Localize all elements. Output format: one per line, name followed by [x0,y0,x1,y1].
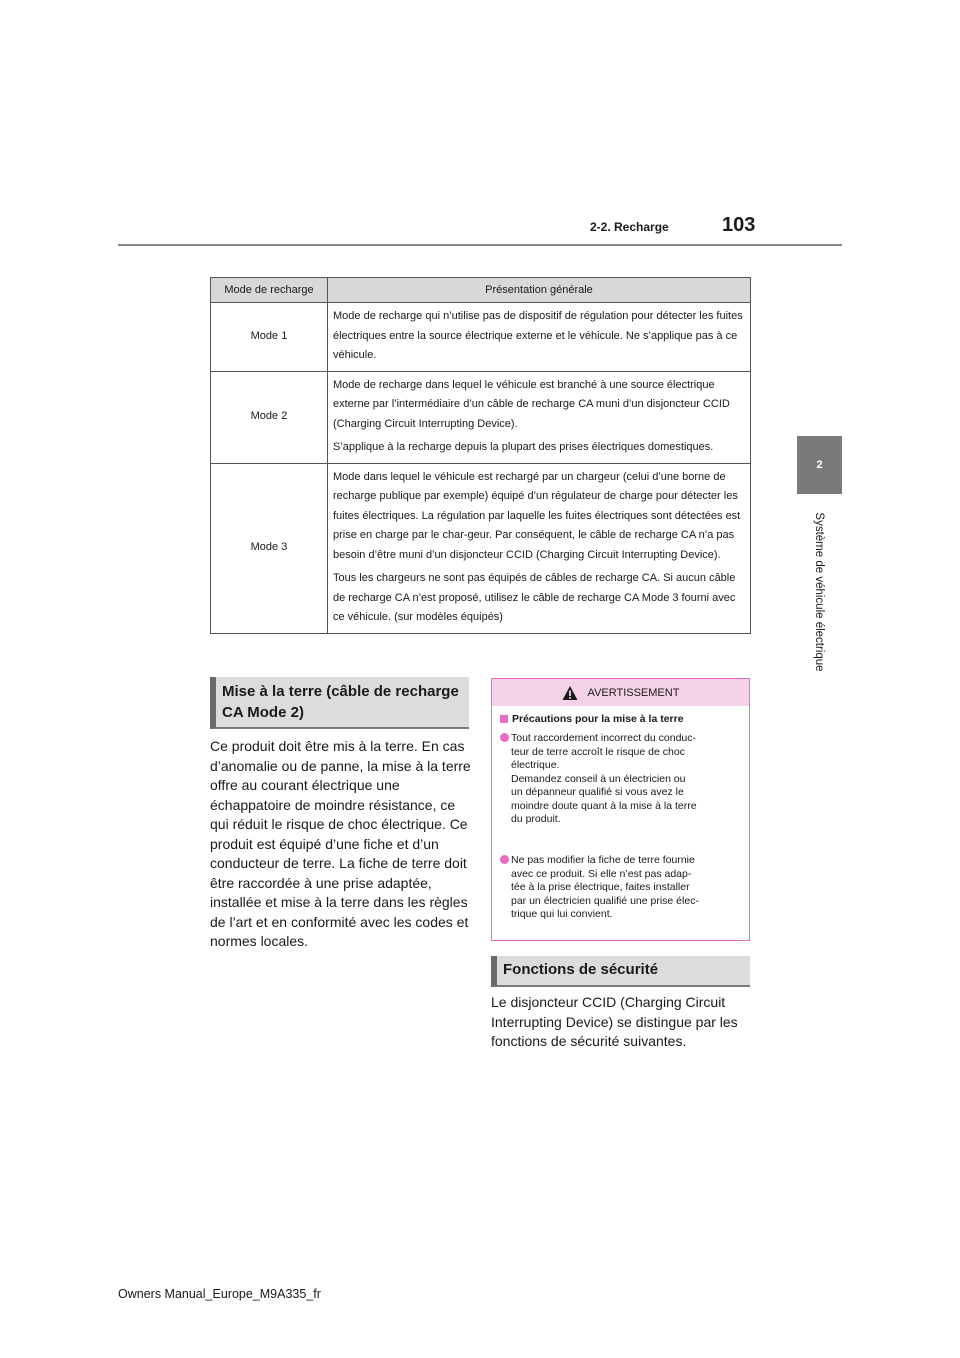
charging-mode-table [210,277,751,634]
ground-section-heading: Mise à la terre (câble de recharge CA Mode 2) [210,677,469,729]
description-paragraph: Tous les chargeurs ne sont pas équipés de câbles de recharge CA. Si aucun câble de recharge CA n’est proposé, utilisez le câble de recharge CA Mode 3 fourni avec ce véhicule. (sur modèles équipés) [333,572,736,623]
warning-box [491,678,750,941]
description-cell [328,303,751,372]
chapter-tab[interactable] [797,436,842,494]
warning-header [492,679,749,706]
ground-section-body: Ce produit doit être mis à la terre. En cas d’anomalie ou de panne, la mise à la terre offre au courant électrique une échappatoire de moindre résistance, ce qui réduit le risque de choc électrique. Ce produit est équipé d’une fiche et d’un conducteur de terre. La fiche de terre doit être raccordée à une prise adaptée, installée et mise à la terre dans les règles de l’art et en conformité avec les codes et normes locales. [210,738,471,949]
page-number: 103 [722,214,756,236]
circle-bullet-icon [500,733,509,742]
section-title: 2-2. Recharge [590,220,669,234]
column-header: Présentation générale [328,278,751,303]
mode-cell: Mode 3 [211,463,328,633]
warning-item-text: Ne pas modifier la fiche de terre fournie avec ce produit. Si elle n’est pas adap- tée à la prise électrique, faites installer par un électricien qualifié une prise élec- trique qui lui convient. [511,854,699,920]
safety-section-body: Le disjoncteur CCID (Charging Circuit Interrupting Device) se distingue par les fonctions de sécurité suivantes. [491,994,738,1049]
chapter-number: 2 [816,459,823,471]
warning-item-text: Tout raccordement incorrect du conduc- teur de terre accroît le risque de choc électrique. Demandez conseil à un électricien ou un dépanneur qualifié si vous avez le moindre doute quant à la mise à la terre du produit. [511,732,697,825]
table-row [211,463,751,633]
chapter-title: Système de véhicule électrique [813,512,825,672]
description-paragraph: Mode de recharge dans lequel le véhicule est branché à une source électrique externe par l’intermédiaire d’un câble de recharge CA muni d’un disjoncteur CCID (Charging Circuit Interrupting Device). [333,378,730,430]
warning-item [500,854,744,922]
mode-cell: Mode 1 [211,303,328,372]
description-paragraph: S’applique à la recharge depuis la plupart des prises électriques domestiques. [333,441,714,453]
footer-text: Owners Manual_Europe_M9A335_fr [118,1287,321,1301]
circle-bullet-icon [500,855,509,864]
warning-triangle-icon [562,685,578,701]
table-row [211,303,751,372]
description-paragraph: Mode dans lequel le véhicule est rechargé par un chargeur (celui d’une borne de recharge publique par exemple) équipé d’un régulateur de charge pour détecter les fuites électriques. La régulation par laquelle les fuites électriques sont détectées est prise en charge par le char-geur. Par conséquent, le câble de recharge CA n’a pas besoin d’être muni d’un disjoncteur CCID (Charging Circuit Interrupting Device). [333,470,741,561]
table-header-row [211,278,751,303]
warning-title: AVERTISSEMENT [587,686,680,699]
description-cell [328,371,751,463]
square-bullet-icon [500,715,508,723]
safety-section-heading: Fonctions de sécurité [491,956,750,987]
description-cell [328,463,751,633]
column-header: Mode de recharge [211,278,328,303]
warning-subheading-text: Précautions pour la mise à la terre [512,713,684,725]
warning-subheading [500,713,684,725]
table-row [211,371,751,463]
warning-item [500,732,744,827]
mode-cell: Mode 2 [211,371,328,463]
header-divider [118,244,842,246]
description-paragraph: Mode de recharge qui n’utilise pas de dispositif de régulation pour détecter les fuites électriques entre la source électrique externe et le véhicule. Ne s’applique pas à ce véhicule. [333,310,743,361]
